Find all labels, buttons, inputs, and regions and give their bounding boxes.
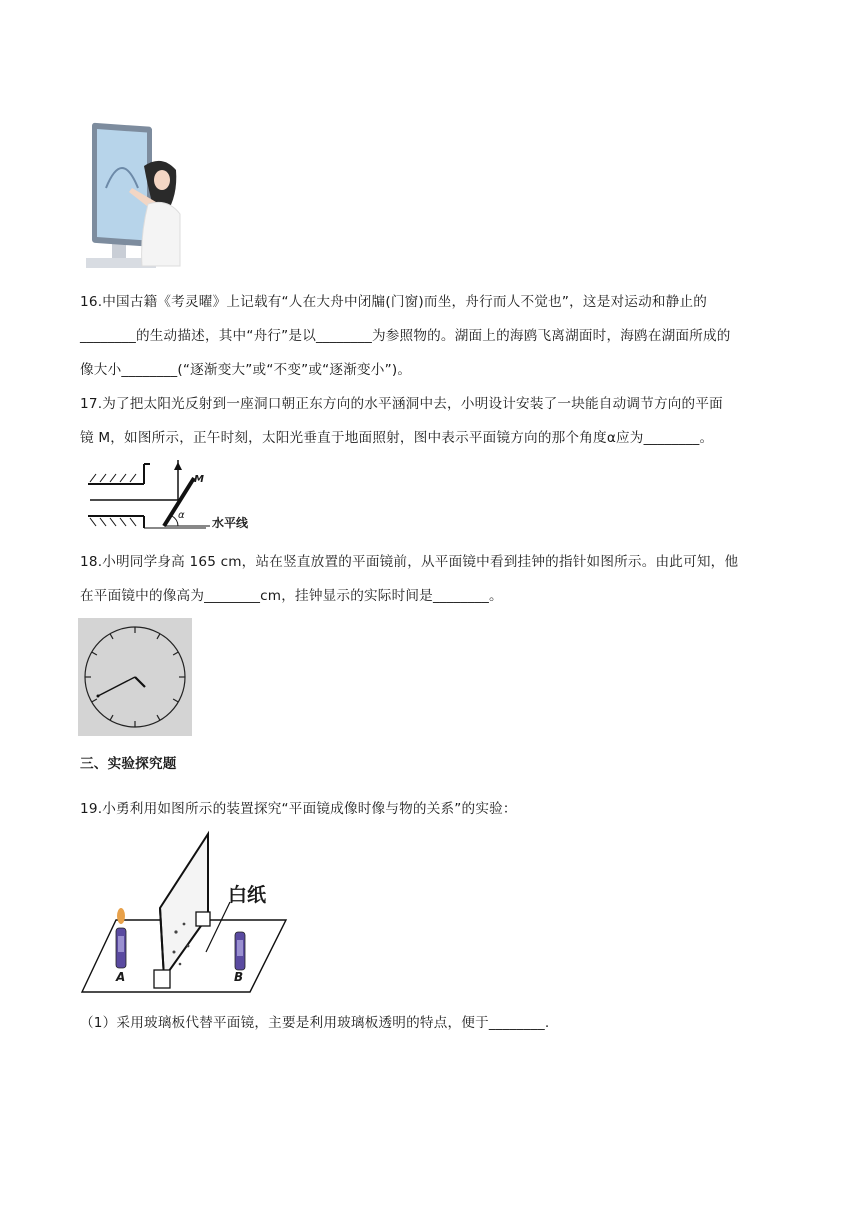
q18-line2: 在平面镜中的像高为________cm，挂钟显示的实际时间是________。	[80, 588, 503, 604]
clock-tick	[110, 634, 113, 639]
clock-tick	[92, 699, 97, 702]
q17-line2: 镜 M，如图所示，正午时刻，太阳光垂直于地面照射，图中表示平面镜方向的那个角度α应为________。	[80, 430, 714, 446]
clock-tick	[92, 652, 97, 655]
clock-tick	[173, 652, 178, 655]
glass-plate-figure	[80, 828, 290, 996]
q16-line3: 像大小________(“逐渐变大”或“不变”或“逐渐变小”)。	[80, 362, 412, 378]
fig17-label-m: M	[194, 474, 204, 485]
clock-tick	[110, 715, 113, 720]
fig19-label-paper: 白纸	[228, 884, 267, 906]
fig19-label-b: B	[234, 970, 244, 984]
clock-tick	[173, 699, 178, 702]
q16-line2: ________的生动描述，其中“舟行”是以________为参照物的。湖面上的海鸥飞离湖面时，海鸥在湖面所成的	[80, 328, 731, 344]
section-title: 三、实验探究题	[80, 756, 177, 772]
mirror-woman-figure	[82, 118, 182, 270]
q16-line1: 16.中国古籍《考灵曜》上记载有“人在大舟中闭牖(门窗)而坐，舟行而人不觉也”，这是对运动和静止的	[80, 294, 708, 310]
clock-figure	[78, 618, 192, 736]
fig17-label-horizontal: 水平线	[212, 516, 249, 530]
q18-line1: 18.小明同学身高 165 cm，站在竖直放置的平面镜前，从平面镜中看到挂钟的指针如图所示。由此可知，他	[80, 554, 739, 570]
tunnel-mirror-figure	[86, 460, 256, 532]
clock-tick	[157, 634, 160, 639]
clock-tick	[157, 715, 160, 720]
fig17-label-alpha: α	[178, 510, 185, 521]
fig19-label-a: A	[116, 970, 126, 984]
q19-sub1: （1）采用玻璃板代替平面镜，主要是利用玻璃板透明的特点，便于________.	[80, 1015, 550, 1031]
q19-line1: 19.小勇利用如图所示的装置探究“平面镜成像时像与物的关系”的实验：	[80, 801, 517, 817]
q17-line1: 17.为了把太阳光反射到一座洞口朝正东方向的水平涵洞中去，小明设计安装了一块能自动调节方向的平面	[80, 396, 723, 412]
